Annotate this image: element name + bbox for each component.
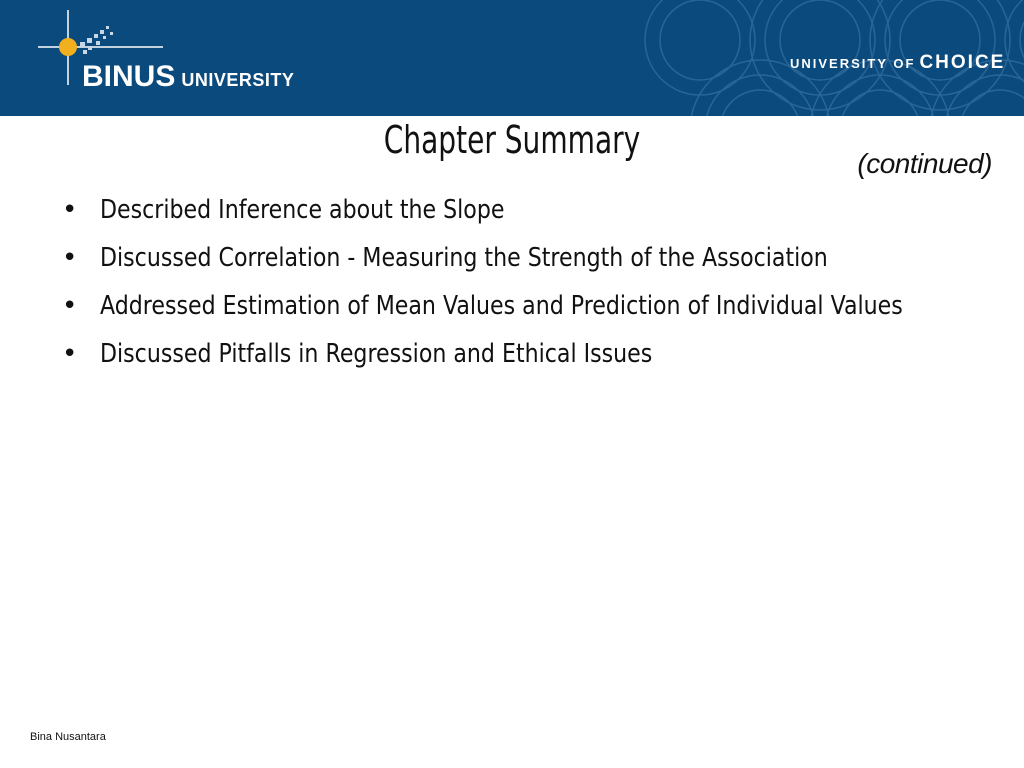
bullet-item bbox=[58, 286, 958, 327]
logo-main-text: BINUS bbox=[82, 60, 176, 93]
tagline bbox=[790, 52, 1005, 74]
bullet-text: Described Inference about the Slope bbox=[100, 195, 505, 225]
header-banner bbox=[0, 0, 1024, 116]
logo-sub-text: UNIVERSITY bbox=[181, 70, 295, 90]
bullet-item bbox=[58, 334, 958, 375]
bullet-list bbox=[58, 190, 958, 382]
bullet-text: Discussed Correlation - Measuring the Strength of the Association bbox=[100, 243, 828, 273]
footer-text: Bina Nusantara bbox=[30, 731, 106, 743]
bullet-text: Discussed Pitfalls in Regression and Ethical Issues bbox=[100, 339, 653, 369]
tagline-prefix: UNIVERSITY OF bbox=[790, 56, 916, 71]
bullet-text: Addressed Estimation of Mean Values and Prediction of Individual Values bbox=[100, 291, 903, 321]
bullet-icon: • bbox=[62, 339, 78, 369]
slide-title: Chapter Summary bbox=[383, 118, 641, 162]
bullet-icon: • bbox=[62, 243, 78, 273]
bullet-icon: • bbox=[62, 291, 78, 321]
tagline-main: CHOICE bbox=[919, 52, 1006, 73]
bullet-item bbox=[58, 190, 958, 231]
logo-wordmark bbox=[82, 60, 294, 94]
slide-subtitle: (continued) bbox=[857, 148, 992, 179]
bullet-item bbox=[58, 238, 958, 279]
bullet-icon: • bbox=[62, 195, 78, 225]
